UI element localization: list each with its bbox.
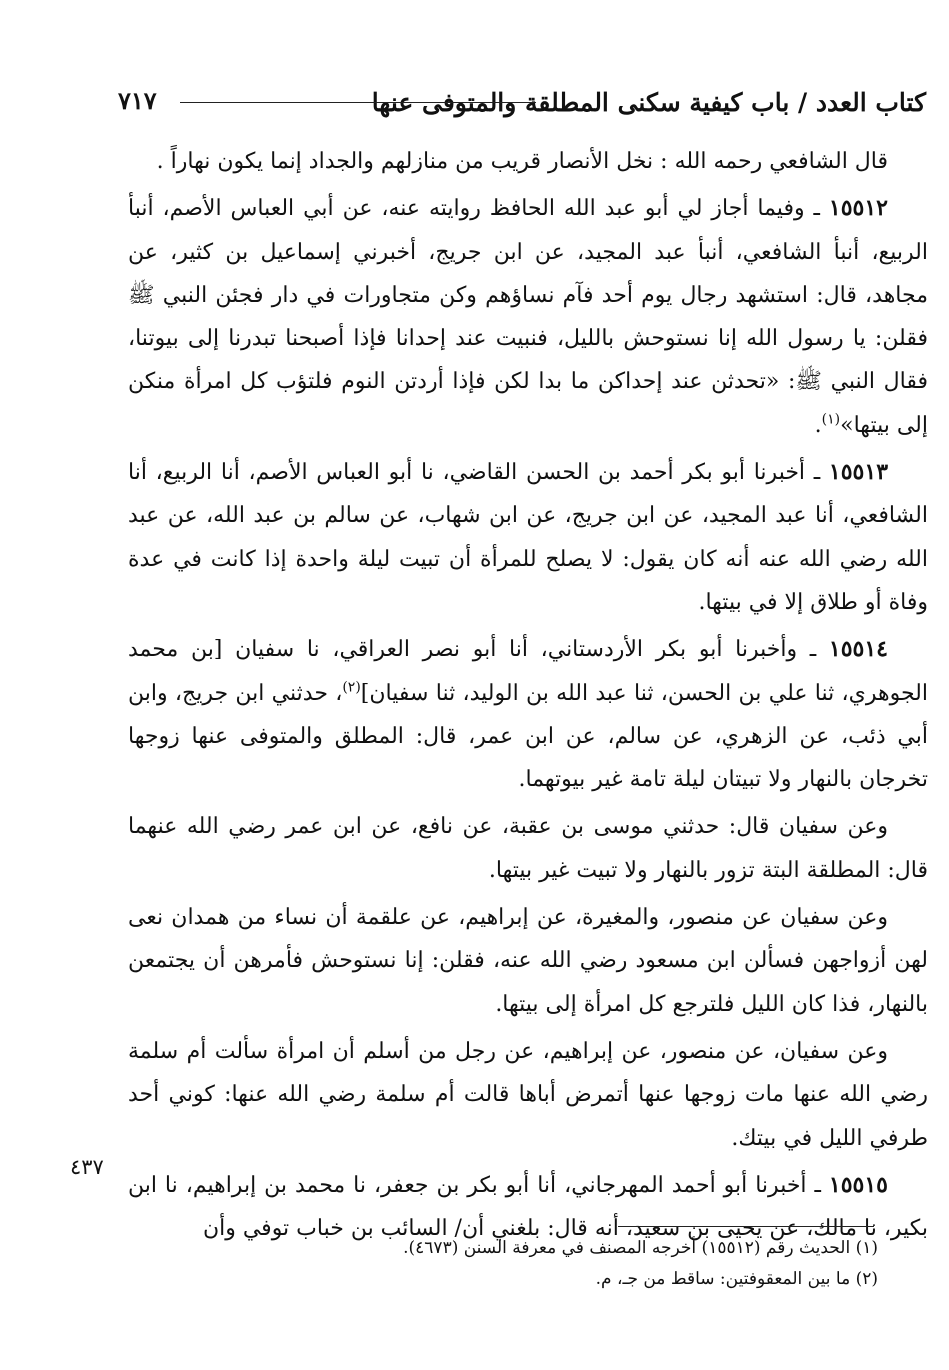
paragraph xyxy=(128,628,928,801)
paragraph xyxy=(128,805,928,892)
paragraph-text: وعن سفيان عن منصور، والمغيرة، عن إبراهيم، عن علقمة أن نساء من همدان نعى لهن أزواجهن فسألن ابن مسعود رضي الله عنه، فقلن: إنا نستوحش فأمرهن أن يجتمعن بالنهار، فذا كان الليل فلترجع كل امرأة إلى بيتها. xyxy=(128,905,928,1017)
hadith-number: ١٥٥١٣ xyxy=(828,459,889,486)
paragraph xyxy=(128,140,928,183)
main-text xyxy=(128,140,928,1254)
footnote: (٢) ما بين المعقوفتين: ساقط من جـ، م. xyxy=(595,1269,878,1289)
paragraph-text: ـ وفيما أجاز لي أبو عبد الله الحافظ روايته عنه، عن أبي العباس الأصم، أنبأ الربيع، أنبأ الشافعي، أنبأ عبد المجيد، عن ابن جريج، أخبرني إسماعيل بن كثير، عن مجاهد، قال: استشهد رجال يوم أحد فآم نساؤهم وكن متجاورات في دار فجئن النبي ﷺ فقلن: يا رسول الله إنا نستوحش بالليل، فنبيت عند إحدانا فإذا أصبحنا تبدرنا إلى بيوتنا، فقال النبي ﷺ: «تحدثن عند إحداكن ما بدا لكن فإذا أردتن النوم فلتؤب كل امرأة منكن إلى بيتها» xyxy=(128,196,928,438)
header-title: كتاب العدد / باب كيفية سكنى المطلقة والمتوفى عنها xyxy=(371,88,926,117)
paragraph-text: ـ وأخبرنا أبو بكر الأردستاني، أنا أبو نصر العراقي، نا سفيان [بن محمد الجوهري، ثنا علي بن الحسن، ثنا عبد الله بن الوليد، ثنا سفيان] xyxy=(128,637,928,706)
footnotes xyxy=(330,1233,878,1295)
footnote-rule xyxy=(618,1226,874,1227)
margin-page-reference: ٤٣٧ xyxy=(70,1155,104,1179)
paragraph-text: وعن سفيان، عن منصور، عن إبراهيم، عن رجل من أسلم أن امرأة سألت أم سلمة رضي الله عنها مات زوجها عنها أتمرض أباها قالت أم سلمة رضي الله عنها: كوني أحد طرفي الليل في بيتك. xyxy=(128,1038,928,1151)
hadith-number: ١٥٥١٢ xyxy=(828,195,888,222)
paragraph-text: وعن سفيان قال: حدثني موسى بن عقبة، عن نافع، عن ابن عمر رضي الله عنهما قال: المطلقة البتة تزور بالنهار ولا تبيت غير بيتها. xyxy=(128,814,928,883)
footnote-ref[interactable]: (١) xyxy=(821,411,841,428)
hadith-number: ١٥٥١٤ xyxy=(828,636,888,663)
paragraph-text: ـ أخبرنا أبو بكر أحمد بن الحسن القاضي، نا أبو العباس الأصم، أنا الربيع، أنا الشافعي، أنا عبد المجيد، عن ابن جريج، عن ابن شهاب، عن سالم بن عبد الله، عن عبد الله رضي الله عنه أنه كان يقول: لا يصلح للمرأة أن تبيت ليلة واحدة إذا كانت في عدة وفاة أو طلاق إلا في بيتها. xyxy=(128,460,928,615)
paragraph xyxy=(128,896,928,1026)
footnote-ref[interactable]: (٢) xyxy=(342,679,361,696)
paragraph-text: قال الشافعي رحمه الله : نخل الأنصار قريب من منازلهم والجداد إنما يكون نهاراً . xyxy=(156,149,888,174)
paragraph xyxy=(128,1030,928,1160)
paragraph-text-tail: ، حدثني ابن جريج، وابن أبي ذئب، عن الزهري، عن سالم، عن ابن عمر، قال: المطلق والمتوفى عنها زوجها تخرجان بالنهار ولا تبيتان ليلة تامة غير بيوتهما. xyxy=(128,680,928,793)
header-rule xyxy=(180,102,536,103)
paragraph-text-tail: . xyxy=(814,412,822,438)
paragraph xyxy=(128,451,928,624)
page-number: ٧١٧ xyxy=(118,86,157,115)
paragraph xyxy=(128,187,928,447)
paragraph-text: ـ أخبرنا أبو أحمد المهرجاني، أنا أبو بكر بن جعفر، نا محمد بن إبراهيم، نا ابن بكير، نا مالك، عن يحيى بن سعيد، أنه قال: بلغني أن/ السائب بن خباب توفي وأن xyxy=(128,1172,928,1242)
running-header xyxy=(118,84,926,124)
footnote: (١) الحديث رقم (١٥٥١٢) أخرجه المصنف في معرفة السنن (٤٦٧٣). xyxy=(403,1238,878,1258)
hadith-number: ١٥٥١٥ xyxy=(828,1171,888,1198)
